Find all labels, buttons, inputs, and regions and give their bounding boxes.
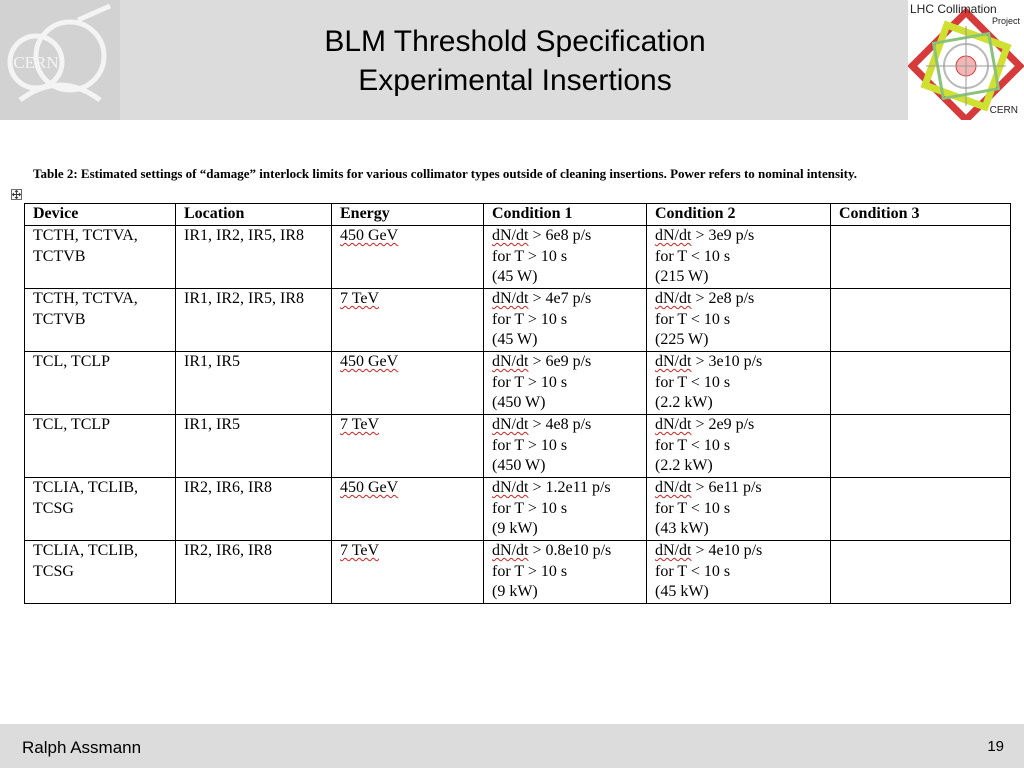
cell-energy bbox=[332, 478, 484, 541]
cell-line: IR1, IR5 bbox=[184, 353, 240, 370]
cell-line: TCSG bbox=[33, 499, 74, 517]
cell-line: 450 GeV bbox=[340, 479, 399, 496]
table-move-handle-icon[interactable] bbox=[11, 189, 22, 200]
cell-line: for T > 10 s bbox=[492, 310, 568, 328]
cell-condition-2 bbox=[647, 289, 831, 352]
column-header-location: Location bbox=[176, 204, 332, 226]
cell-location bbox=[176, 289, 332, 352]
spellcheck-word: dN/dt bbox=[655, 542, 692, 559]
title-line-1: BLM Threshold Specification bbox=[324, 25, 706, 58]
cell-line: (450 W) bbox=[492, 457, 546, 474]
page-title bbox=[150, 22, 880, 100]
cell-line: TCL, TCLP bbox=[33, 353, 111, 370]
cell-line: IR1, IR2, IR5, IR8 bbox=[184, 227, 304, 244]
spellcheck-word: dN/dt bbox=[492, 542, 529, 559]
cell-line: dN/dt > 6e9 p/s bbox=[492, 353, 592, 370]
cell-location bbox=[176, 352, 332, 415]
table-row bbox=[25, 226, 1011, 289]
cell-line: TCTH, TCTVA, bbox=[33, 227, 138, 244]
cell-line: TCLIA, TCLIB, bbox=[33, 479, 139, 496]
spellcheck-word: dN/dt bbox=[655, 290, 692, 307]
cell-line: (450 W) bbox=[492, 394, 546, 411]
spellcheck-word: dN/dt bbox=[655, 479, 692, 496]
column-header-condition-1: Condition 1 bbox=[484, 204, 647, 226]
cell-line: IR2, IR6, IR8 bbox=[184, 479, 272, 496]
cell-line: TCTH, TCTVA, bbox=[33, 290, 138, 307]
cell-line: (2.2 kW) bbox=[655, 457, 713, 474]
cell-line: 7 TeV bbox=[340, 416, 380, 433]
cell-line: IR1, IR5 bbox=[184, 416, 240, 433]
cell-energy bbox=[332, 352, 484, 415]
cell-line: (9 kW) bbox=[492, 520, 538, 537]
cell-device bbox=[25, 541, 176, 604]
cell-line: dN/dt > 4e7 p/s bbox=[492, 290, 592, 307]
cell-line: dN/dt > 0.8e10 p/s bbox=[492, 542, 612, 559]
cell-energy bbox=[332, 415, 484, 478]
cell-condition-3 bbox=[831, 289, 1011, 352]
spellcheck-word: dN/dt bbox=[492, 290, 529, 307]
table-row bbox=[25, 478, 1011, 541]
table-row bbox=[25, 541, 1011, 604]
cell-condition-2 bbox=[647, 478, 831, 541]
cell-device bbox=[25, 415, 176, 478]
cell-line: dN/dt > 6e8 p/s bbox=[492, 227, 592, 244]
column-header-condition-3: Condition 3 bbox=[831, 204, 1011, 226]
page-number: 19 bbox=[987, 738, 1004, 755]
cell-line: for T < 10 s bbox=[655, 436, 731, 454]
column-header-device: Device bbox=[25, 204, 176, 226]
cell-line: dN/dt > 2e9 p/s bbox=[655, 416, 755, 433]
lhc-logo-subtitle: Project bbox=[991, 16, 1020, 26]
lhc-collimation-logo bbox=[908, 0, 1024, 120]
cell-line: dN/dt > 6e11 p/s bbox=[655, 479, 762, 496]
cell-line: TCSG bbox=[33, 562, 74, 580]
cell-condition-1 bbox=[484, 478, 647, 541]
cell-line: (225 W) bbox=[655, 331, 709, 348]
cell-condition-3 bbox=[831, 226, 1011, 289]
cell-line: 450 GeV bbox=[340, 227, 399, 244]
cell-condition-1 bbox=[484, 541, 647, 604]
cell-line: TCLIA, TCLIB, bbox=[33, 542, 139, 559]
cell-line: for T > 10 s bbox=[492, 499, 568, 517]
cern-logo bbox=[0, 0, 120, 120]
cell-condition-2 bbox=[647, 415, 831, 478]
cell-condition-3 bbox=[831, 352, 1011, 415]
author-name: Ralph Assmann bbox=[22, 738, 142, 757]
spellcheck-word: dN/dt bbox=[492, 227, 529, 244]
cell-line: dN/dt > 4e10 p/s bbox=[655, 542, 763, 559]
cell-line: IR1, IR2, IR5, IR8 bbox=[184, 290, 304, 307]
table-caption: Table 2: Estimated settings of “damage” interlock limits for various collimator types outside of cleaning insertions. Power refers to nominal intensity. bbox=[33, 166, 858, 181]
cell-location bbox=[176, 226, 332, 289]
column-header-condition-2: Condition 2 bbox=[647, 204, 831, 226]
cell-line: dN/dt > 3e10 p/s bbox=[655, 353, 763, 370]
cell-line: for T > 10 s bbox=[492, 436, 568, 454]
cell-condition-1 bbox=[484, 289, 647, 352]
cell-line: for T < 10 s bbox=[655, 310, 731, 328]
cell-line: for T > 10 s bbox=[492, 562, 568, 580]
cell-line: TCL, TCLP bbox=[33, 416, 111, 433]
cell-line: IR2, IR6, IR8 bbox=[184, 542, 272, 559]
cell-line: 7 TeV bbox=[340, 290, 380, 307]
threshold-table bbox=[24, 203, 1011, 604]
cell-line: for T < 10 s bbox=[655, 247, 731, 265]
cern-logo-text: CERN bbox=[13, 53, 59, 72]
cell-location bbox=[176, 541, 332, 604]
cell-energy bbox=[332, 289, 484, 352]
cell-line: for T > 10 s bbox=[492, 373, 568, 391]
cell-condition-1 bbox=[484, 352, 647, 415]
cell-line: for T < 10 s bbox=[655, 499, 731, 517]
title-line-2: Experimental Insertions bbox=[358, 64, 672, 97]
table-row bbox=[25, 289, 1011, 352]
cell-condition-2 bbox=[647, 541, 831, 604]
cell-condition-2 bbox=[647, 226, 831, 289]
cell-line: TCTVB bbox=[33, 247, 86, 265]
cell-line: for T < 10 s bbox=[655, 373, 731, 391]
slide-footer bbox=[0, 724, 1024, 768]
cell-condition-3 bbox=[831, 478, 1011, 541]
cell-line: (45 kW) bbox=[655, 583, 709, 600]
spellcheck-word: dN/dt bbox=[655, 353, 692, 370]
cell-line: for T > 10 s bbox=[492, 247, 568, 265]
cell-device bbox=[25, 352, 176, 415]
table-body bbox=[25, 226, 1011, 604]
cell-line: 450 GeV bbox=[340, 353, 399, 370]
cell-condition-1 bbox=[484, 226, 647, 289]
cell-line: dN/dt > 4e8 p/s bbox=[492, 416, 592, 433]
cell-line: (45 W) bbox=[492, 268, 538, 285]
cell-device bbox=[25, 226, 176, 289]
cell-location bbox=[176, 415, 332, 478]
cell-condition-2 bbox=[647, 352, 831, 415]
cell-line: (9 kW) bbox=[492, 583, 538, 600]
cell-line: dN/dt > 1.2e11 p/s bbox=[492, 479, 611, 496]
cell-line: dN/dt > 2e8 p/s bbox=[655, 290, 755, 307]
cell-line: (45 W) bbox=[492, 331, 538, 348]
cell-line: for T < 10 s bbox=[655, 562, 731, 580]
cell-energy bbox=[332, 541, 484, 604]
cell-line: dN/dt > 3e9 p/s bbox=[655, 227, 755, 244]
table-row bbox=[25, 415, 1011, 478]
cell-energy bbox=[332, 226, 484, 289]
cell-condition-3 bbox=[831, 415, 1011, 478]
lhc-logo-title: LHC Collimation bbox=[910, 2, 997, 16]
column-header-energy: Energy bbox=[332, 204, 484, 226]
cell-line: (215 W) bbox=[655, 268, 709, 285]
cell-location bbox=[176, 478, 332, 541]
cell-line: 7 TeV bbox=[340, 542, 380, 559]
spellcheck-word: dN/dt bbox=[655, 227, 692, 244]
spellcheck-word: dN/dt bbox=[492, 479, 529, 496]
table-header-row bbox=[25, 204, 1011, 226]
spellcheck-word: dN/dt bbox=[655, 416, 692, 433]
cell-line: (43 kW) bbox=[655, 520, 709, 537]
table-row bbox=[25, 352, 1011, 415]
spellcheck-word: dN/dt bbox=[492, 416, 529, 433]
cell-line: TCTVB bbox=[33, 310, 86, 328]
cell-condition-3 bbox=[831, 541, 1011, 604]
cell-device bbox=[25, 289, 176, 352]
cell-line: (2.2 kW) bbox=[655, 394, 713, 411]
spellcheck-word: dN/dt bbox=[492, 353, 529, 370]
cell-device bbox=[25, 478, 176, 541]
cell-condition-1 bbox=[484, 415, 647, 478]
lhc-logo-cern: CERN bbox=[989, 105, 1018, 116]
slide-header bbox=[0, 0, 1024, 120]
